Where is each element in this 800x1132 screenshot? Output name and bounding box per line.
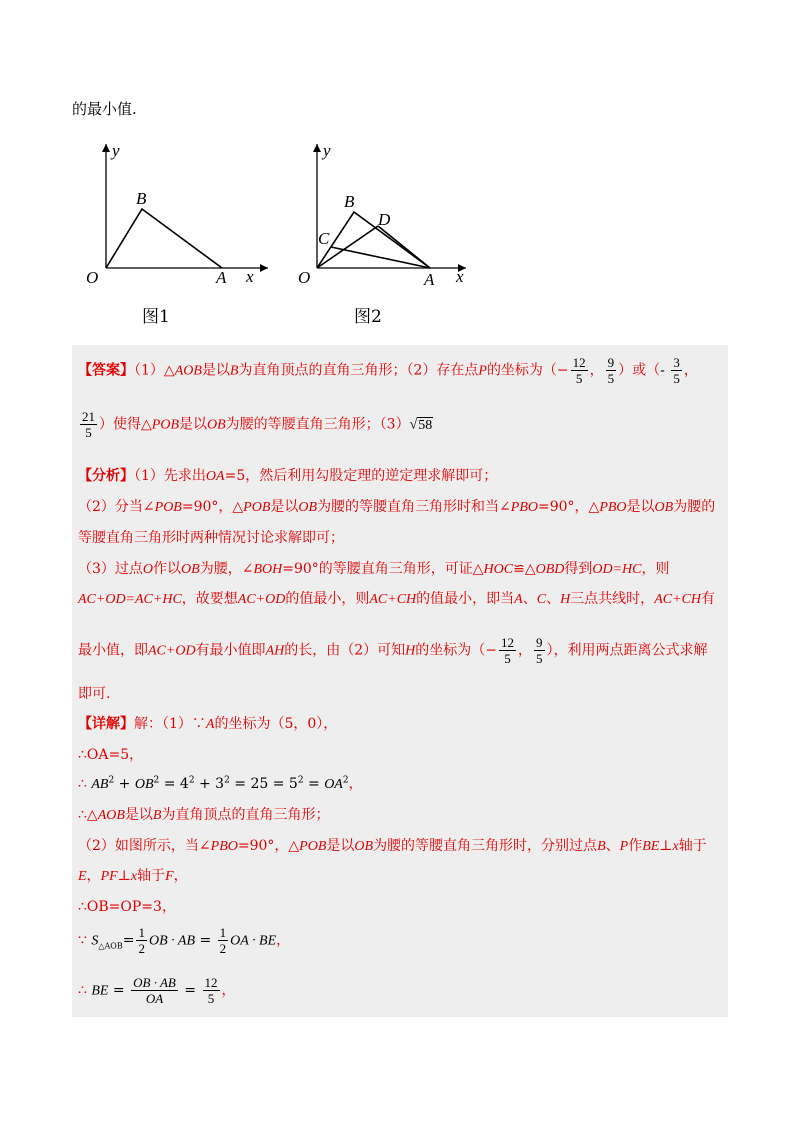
analysis-line-4: （3）过点O作以OB为腰，∠BOH=90°的等腰直角三角形，可证△HOC≌△OBD得到OD=HC，则	[78, 561, 670, 577]
fraction: $\frac{9}{5}$	[536, 635, 543, 666]
fig2-a-label: A	[424, 270, 435, 289]
detail-line-4: ∴△AOB是以B为直角顶点的直角三角形；	[78, 807, 330, 823]
analysis-line-3: 等腰直角三角形时两种情况讨论求解即可；	[78, 530, 344, 546]
analysis-line-2: （2）分当∠POB=90°，△POB是以OB为腰的等腰直角三角形时和当∠PBO=90°，△PBO是以OB为腰的	[78, 499, 716, 515]
fraction: $\frac{12}{5}$	[572, 355, 586, 386]
fig2-y-label: y	[323, 141, 331, 160]
fig1-x-label: x	[246, 267, 254, 286]
fig2-o-label: O	[298, 268, 311, 287]
answer-line-2: $\frac{21}{5}$ ）使得△POB是以OB为腰的等腰直角三角形；（3）√58	[82, 409, 433, 440]
fraction: $\frac{3}{5}$	[673, 355, 680, 386]
fig2-c-label: C	[318, 229, 330, 248]
answer-line-1: 【答案】（1）△AOB是以B为直角顶点的直角三角形；（2）存在点P的坐标为（− $\frac{12}{5}$ ， $\frac{9}{5}$ ）或（- $\frac{3}{5}$ ，	[78, 355, 698, 386]
figure-1-diagram	[78, 136, 278, 301]
detail-line-7: ∴OB=OP=3，	[78, 899, 176, 915]
fraction: $\frac{1}{2}$	[138, 925, 145, 956]
fraction: $\frac{12}{5}$	[501, 635, 515, 666]
analysis-line-1: 【分析】（1）先求出OA=5，然后利用勾股定理的逆定理求解即可；	[78, 468, 498, 484]
figure-2-caption: 图2	[354, 307, 382, 327]
figure-2-diagram	[290, 136, 480, 301]
fraction: $\frac{9}{5}$	[607, 355, 615, 386]
solution-panel	[72, 345, 728, 1017]
fig1-b-label: B	[136, 189, 147, 208]
detail-line-2: ∴OA=5，	[78, 747, 144, 763]
sqrt-value: √58	[409, 417, 433, 433]
fraction: $\frac{21}{5}$	[82, 409, 95, 440]
analysis-line-6: 最小值，即AC+OD有最小值即AH的长，由（2）可知H的坐标为（− $\frac{12}{5}$ ， $\frac{9}{5}$ ），利用两点距离公式求解	[78, 635, 708, 666]
detail-line-9: ∴ BE = $\frac{OB \cdot AB}{OA}$ = $\frac{12}{5}$ ，	[78, 975, 236, 1006]
fraction: $\frac{1}{2}$	[219, 925, 227, 956]
fig1-y-label: y	[112, 141, 120, 160]
figure-1	[78, 136, 278, 305]
header-text: 的最小值.	[72, 100, 137, 118]
answer-tag: 【答案】	[78, 362, 134, 379]
analysis-line-7: 即可.	[78, 686, 111, 702]
analysis-tag: 【分析】	[78, 468, 134, 484]
fig1-a-label: A	[216, 268, 227, 287]
detail-tag: 【详解】	[78, 716, 134, 732]
fraction: $\frac{OB \cdot AB}{OA}$	[133, 975, 176, 1006]
fig1-o-label: O	[86, 268, 99, 287]
detail-line-1: 【详解】解：（1）∵A的坐标为（5，0），	[78, 716, 338, 732]
detail-line-5: （2）如图所示，当∠PBO=90°，△POB是以OB为腰的等腰直角三角形时，分别过点B、P作BE⊥x轴于	[78, 838, 707, 854]
analysis-line-5: AC+OD=AC+HC，故要想AC+OD的值最小，则AC+CH的值最小，即当A、C、H三点共线时，AC+CH有	[78, 591, 715, 607]
fig2-d-label: D	[378, 210, 391, 229]
detail-line-6: E，PF⊥x轴于F，	[78, 868, 188, 884]
fraction: $\frac{12}{5}$	[204, 975, 218, 1006]
fig2-b-label: B	[344, 192, 355, 211]
fig2-x-label: x	[456, 267, 464, 286]
detail-line-8: ∵ $S_{\triangle AOB}=$ $\frac{1}{2}$ OB · AB = $\frac{1}{2}$ OA · BE，	[78, 925, 291, 956]
figure-1-caption: 图1	[142, 307, 170, 327]
detail-line-3: ∴ $AB^2 + OB^2 = 4^2 + 3^2 = 25 = 5^2 = OA^2$，	[78, 775, 363, 792]
figure-2	[290, 136, 480, 305]
